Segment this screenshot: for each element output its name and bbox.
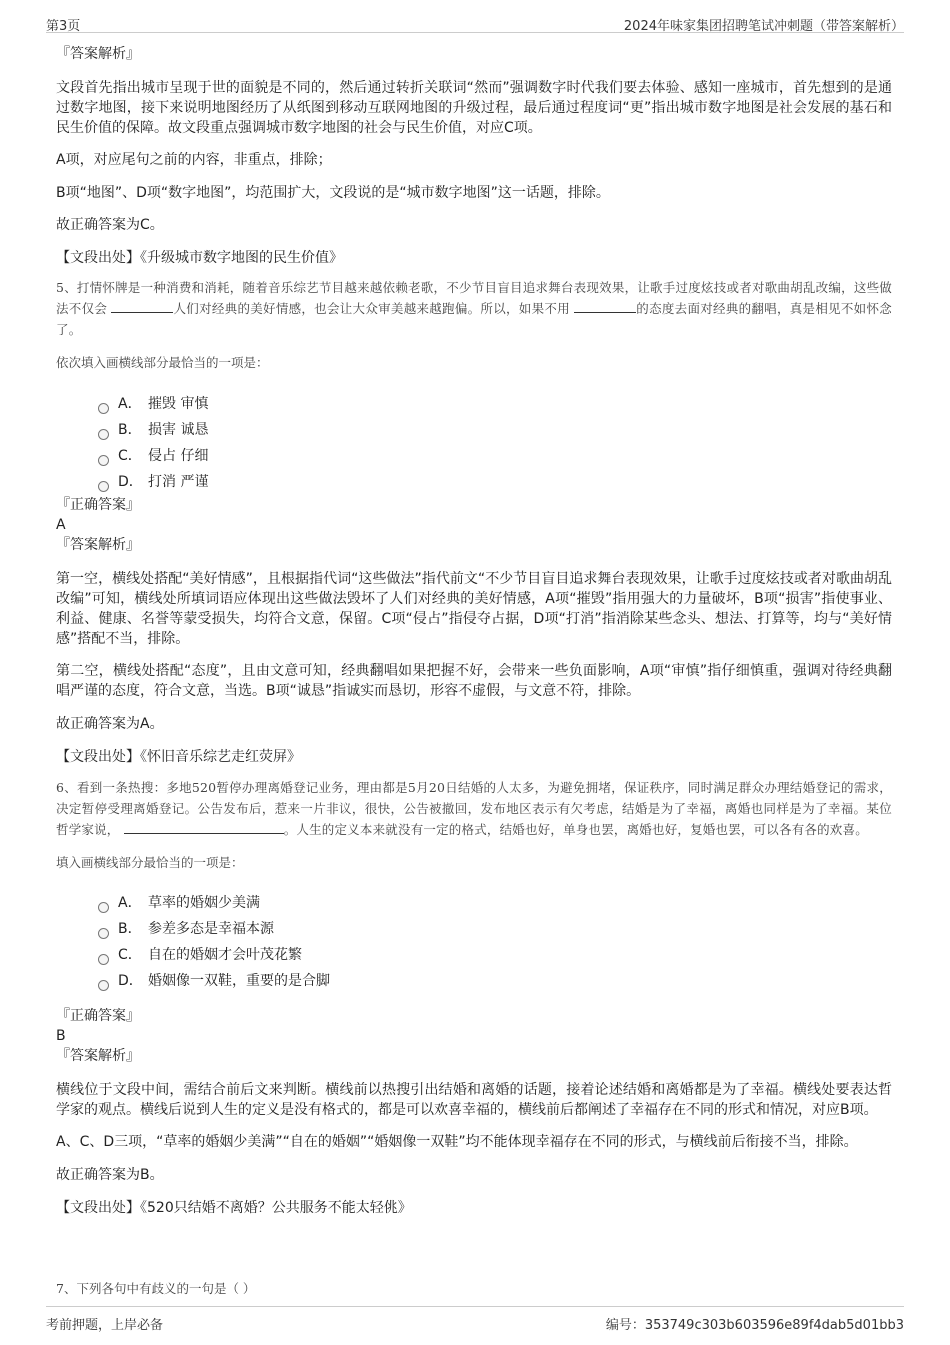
option-d[interactable]: D． 打消 严谨 (98, 469, 892, 495)
page-footer (46, 1306, 904, 1335)
analysis-paragraph: B项“地图”、D项“数字地图”，均范围扩大，文段说的是“城市数字地图”这一话题，排除。 (56, 185, 610, 201)
correct-answer-tag: 『正确答案』 (56, 1008, 140, 1024)
source-citation: 【文段出处】《怀旧音乐综艺走红荧屏》 (56, 749, 301, 765)
radio-button[interactable] (98, 928, 109, 939)
question-5-options (56, 391, 892, 495)
question-5-text: 5、打情怀牌是一种消费和消耗，随着音乐综艺节目越来越依赖老歌，不少节目盲目追求舞台表现效果，让歌手过度炫技或者对歌曲胡乱改编，这些做法不仅会 人们对经典的美好情感，也会让大众审美越来越跑偏。所以，如果不用 的态度去面对经典的翻唱，真是相见不如怀念了。 (56, 280, 892, 337)
analysis-paragraph: A、C、D三项，“草率的婚姻少美满”“自在的婚姻”“婚姻像一双鞋”均不能体现幸福存在不同的形式，与横线前后衔接不当，排除。 (56, 1134, 858, 1150)
option-b[interactable]: B． 损害 诚恳 (98, 417, 892, 443)
correct-answer-tag: 『正确答案』 (56, 497, 140, 513)
question-5-prompt: 依次填入画横线部分最恰当的一项是： (56, 355, 269, 370)
radio-button[interactable] (98, 455, 109, 466)
fill-blank (124, 821, 284, 834)
radio-button[interactable] (98, 429, 109, 440)
option-a[interactable]: A． 摧毁 审慎 (98, 391, 892, 417)
radio-button[interactable] (98, 954, 109, 965)
question-6-options (56, 890, 892, 994)
question-6-prompt: 填入画横线部分最恰当的一项是： (56, 855, 244, 870)
fill-blank (574, 300, 636, 313)
fill-blank (111, 300, 173, 313)
option-c[interactable]: C． 自在的婚姻才会叶茂花繁 (98, 942, 892, 968)
analysis-paragraph: 故正确答案为C。 (56, 217, 164, 233)
page-header (46, 12, 904, 33)
option-a[interactable]: A． 草率的婚姻少美满 (98, 890, 892, 916)
radio-button[interactable] (98, 902, 109, 913)
question-6-text: 6、看到一条热搜：多地520暂停办理离婚登记业务，理由都是5月20日结婚的人太多，为避免拥堵，保证秩序，同时满足群众办理结婚登记的需求，决定暂停受理离婚登记。公告发布后，惹来一片非议，很快，公告被撤回，发布地区表示有欠考虑，结婚是为了幸福，离婚也同样是为了幸福。某位哲学家说， 。人生的定义本来就没有一定的格式，结婚也好，单身也罢，离婚也好，复婚也罢，可以各有各的欢喜。 (56, 780, 892, 837)
radio-button[interactable] (98, 403, 109, 414)
document-title: 2024年味家集团招聘笔试冲刺题（带答案解析） (623, 19, 904, 34)
analysis-tag: 『答案解析』 (56, 1048, 140, 1064)
analysis-paragraph: 故正确答案为A。 (56, 716, 164, 732)
analysis-paragraph: A项，对应尾句之前的内容，非重点，排除； (56, 152, 332, 168)
option-c[interactable]: C． 侵占 仔细 (98, 443, 892, 469)
page-number: 第3页 (46, 19, 81, 34)
correct-answer: A (56, 517, 66, 533)
analysis-paragraph: 第一空，横线处搭配“美好情感”，且根据指代词“这些做法”指代前文“不少节目盲目追求舞台表现效果，让歌手过度炫技或者对歌曲胡乱改编”可知，横线处所填词语应体现出这些做法毁坏了人们对经典的美好情感，A项“摧毁”指用强大的力量破坏，B项“损害”指使事业、利益、健康、名誉等蒙受损失，均符合文意，保留。C项“侵占”指侵夺占据，D项“打消”指消除某些念头、想法、打算等，均与“美好情感”搭配不当，排除。 (56, 571, 892, 647)
analysis-tag: 『答案解析』 (56, 46, 140, 62)
option-d[interactable]: D． 婚姻像一双鞋，重要的是合脚 (98, 968, 892, 994)
analysis-paragraph: 横线位于文段中间，需结合前后文来判断。横线前以热搜引出结婚和离婚的话题，接着论述结婚和离婚都是为了幸福。横线处要表达哲学家的观点。横线后说到人生的定义是没有格式的，都是可以欢喜幸福的，横线前后都阐述了幸福存在不同的形式和情况，对应B项。 (56, 1082, 892, 1118)
radio-button[interactable] (98, 481, 109, 492)
radio-button[interactable] (98, 980, 109, 991)
analysis-paragraph: 文段首先指出城市呈现于世的面貌是不同的，然后通过转折关联词“然而”强调数字时代我们要去体验、感知一座城市，首先想到的是通过数字地图，接下来说明地图经历了从纸图到移动互联网地图的升级过程，最后通过程度词“更”指出城市数字地图是社会发展的基石和民生价值的保障。故文段重点强调城市数字地图的社会与民生价值，对应C项。 (56, 80, 892, 136)
analysis-paragraph: 第二空，横线处搭配“态度”，且由文意可知，经典翻唱如果把握不好，会带来一些负面影响，A项“审慎”指仔细慎重，强调对待经典翻唱严谨的态度，符合文意，当选。B项“诚恳”指诚实而恳切，形容不虚假，与文意不符，排除。 (56, 663, 892, 699)
option-b[interactable]: B． 参差多态是幸福本源 (98, 916, 892, 942)
question-7-cutoff: 7、下列各句中有歧义的一句是（ ） (56, 1281, 256, 1296)
correct-answer: B (56, 1028, 66, 1044)
source-citation: 【文段出处】《520只结婚不离婚？公共服务不能太轻佻》 (56, 1200, 412, 1216)
footer-slogan: 考前押题，上岸必备 (46, 1318, 164, 1333)
analysis-tag: 『答案解析』 (56, 537, 140, 553)
page-content (56, 44, 892, 1218)
analysis-paragraph: 故正确答案为B。 (56, 1167, 164, 1183)
document-id: 编号：353749c303b603596e89f4dab5d01bb3 (605, 1318, 904, 1333)
source-citation: 【文段出处】《升级城市数字地图的民生价值》 (56, 250, 343, 266)
